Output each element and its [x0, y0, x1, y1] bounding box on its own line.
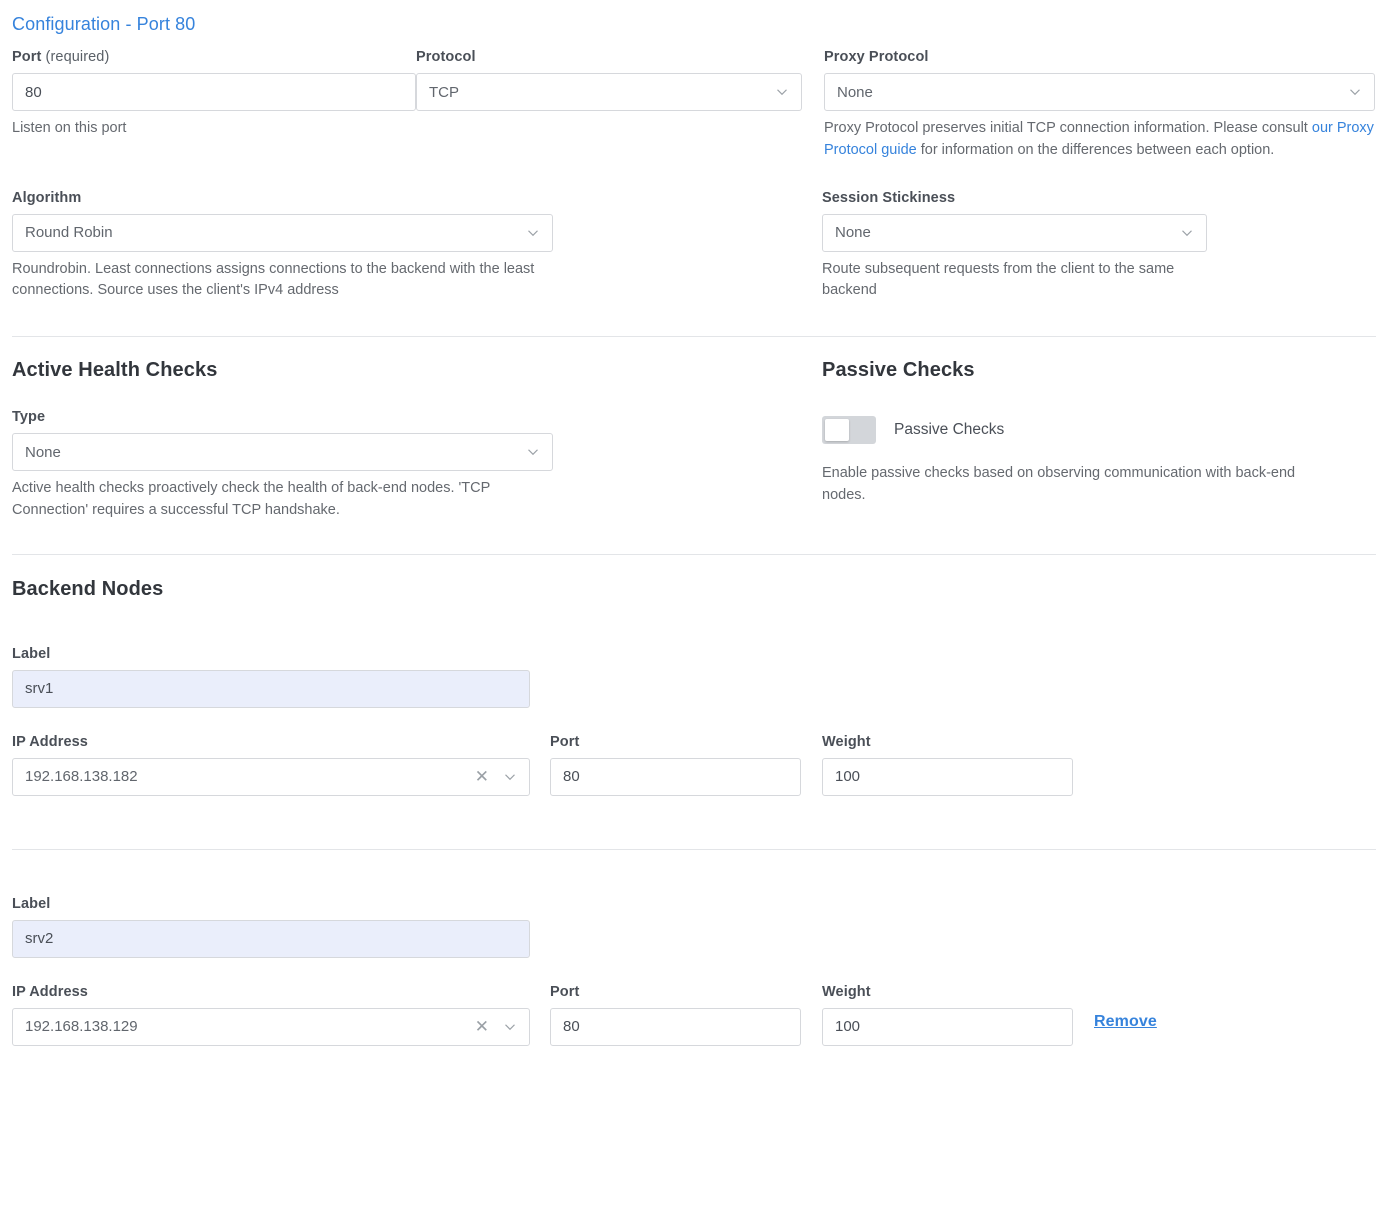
node-port-value: 80 [563, 1018, 580, 1035]
node-fields-row [12, 984, 1376, 1046]
chevron-down-icon [524, 224, 542, 242]
node-port-input[interactable] [550, 1008, 801, 1046]
close-icon[interactable]: ✕ [474, 1017, 489, 1036]
algorithm-select[interactable] [12, 214, 553, 252]
protocol-select-value: TCP [429, 83, 459, 101]
node-weight-input[interactable] [822, 758, 1073, 796]
port-label: Port (required) [12, 49, 110, 65]
passive-checks-toggle[interactable] [822, 416, 876, 444]
port-input[interactable] [12, 73, 416, 111]
node-label-input[interactable] [12, 670, 530, 708]
backend-node-row [12, 896, 1376, 1046]
port-input-value: 80 [25, 83, 42, 101]
health-check-type-select[interactable] [12, 433, 553, 471]
proxy-protocol-help-pre: Proxy Protocol preserves initial TCP connection information. Please consult [824, 120, 1312, 136]
protocol-label: Protocol [416, 49, 476, 65]
divider-2 [12, 554, 1376, 555]
node-weight-label: Weight [822, 983, 871, 1000]
proxy-protocol-field-group [824, 49, 1375, 162]
node-ip-value: 192.168.138.182 [25, 768, 138, 785]
health-check-type-label: Type [12, 409, 46, 425]
node-weight-input[interactable] [822, 1008, 1073, 1046]
protocol-select[interactable] [416, 73, 802, 111]
node-label-label: Label [12, 645, 51, 662]
health-check-type-value: None [25, 443, 61, 461]
port-required-note: (required) [45, 49, 110, 65]
algorithm-help-text: Roundrobin. Least connections assigns connections to the backend with the least connections. Source uses the client's IPv4 address [12, 260, 535, 299]
passive-checks-heading: Passive Checks [822, 359, 975, 381]
close-icon[interactable]: ✕ [474, 767, 489, 786]
node-weight-value: 100 [835, 768, 861, 785]
passive-checks-toggle-label: Passive Checks [894, 421, 1005, 438]
chevron-down-icon [501, 768, 519, 786]
node-port-group [550, 984, 822, 1046]
proxy-protocol-select-value: None [837, 83, 873, 101]
algorithm-select-value: Round Robin [25, 224, 113, 241]
page-title: Configuration - Port 80 [12, 14, 196, 34]
backend-nodes-heading: Backend Nodes [12, 577, 164, 600]
port-field-group [12, 49, 416, 140]
node-ip-label: IP Address [12, 983, 88, 1000]
node-ip-group [12, 734, 550, 796]
proxy-protocol-guide-link[interactable]: our Proxy Protocol guide [824, 120, 1374, 158]
proxy-protocol-label: Proxy Protocol [824, 49, 929, 65]
node-ip-icons [475, 1018, 519, 1036]
session-stickiness-select-value: None [835, 224, 871, 241]
session-stickiness-select[interactable] [822, 214, 1207, 252]
passive-checks-section [822, 359, 1373, 507]
node-ip-label: IP Address [12, 733, 88, 750]
divider-3 [12, 849, 1376, 850]
remove-node-button[interactable]: Remove [1094, 1012, 1157, 1030]
chevron-down-icon [1346, 83, 1364, 101]
node-weight-value: 100 [835, 1018, 861, 1035]
node-port-label: Port [550, 733, 580, 750]
port-help-text: Listen on this port [12, 120, 127, 136]
chevron-down-icon [524, 443, 542, 461]
active-health-checks-section [12, 359, 822, 522]
session-stickiness-label: Session Stickiness [822, 189, 956, 206]
chevron-down-icon [1178, 224, 1196, 242]
node-ip-icons [475, 768, 519, 786]
passive-checks-help-text: Enable passive checks based on observing communication with back-end nodes. [822, 465, 1296, 503]
divider-1 [12, 336, 1376, 337]
algorithm-field-group [12, 190, 822, 303]
node-ip-value: 192.168.138.129 [25, 1018, 138, 1035]
config-row-2 [12, 190, 1376, 303]
algorithm-label: Algorithm [12, 189, 82, 206]
node-weight-group [822, 984, 1094, 1046]
node-port-group [550, 734, 822, 796]
config-row-1 [12, 49, 1376, 162]
node-label-label: Label [12, 895, 51, 912]
proxy-protocol-select[interactable] [824, 73, 1375, 111]
passive-checks-toggle-row[interactable] [822, 416, 1373, 444]
protocol-field-group [416, 49, 802, 111]
health-check-type-help-text: Active health checks proactively check the health of back-end nodes. 'TCP Connection' requires a successful TCP handshake. [12, 480, 491, 518]
node-port-value: 80 [563, 768, 580, 785]
node-label-value: srv1 [25, 680, 54, 697]
chevron-down-icon [773, 83, 791, 101]
session-stickiness-help-text: Route subsequent requests from the client to the same backend [822, 260, 1175, 299]
node-ip-select[interactable] [12, 758, 530, 796]
active-health-checks-heading: Active Health Checks [12, 359, 218, 381]
node-ip-group [12, 984, 550, 1046]
chevron-down-icon [501, 1018, 519, 1036]
node-ip-select[interactable] [12, 1008, 530, 1046]
backend-node-row [12, 646, 1376, 796]
proxy-protocol-help-post: for information on the differences between each option. [916, 141, 1275, 158]
node-remove-group [1094, 984, 1157, 1031]
node-label-input[interactable] [12, 920, 530, 958]
node-label-value: srv2 [25, 930, 54, 947]
toggle-knob [825, 419, 849, 441]
session-stickiness-field-group [822, 190, 1373, 303]
node-port-input[interactable] [550, 758, 801, 796]
proxy-protocol-help-text [824, 118, 1375, 162]
node-fields-row [12, 734, 1376, 796]
node-port-label: Port [550, 983, 580, 1000]
node-weight-label: Weight [822, 733, 871, 750]
node-weight-group [822, 734, 1094, 796]
health-checks-row [12, 359, 1376, 522]
